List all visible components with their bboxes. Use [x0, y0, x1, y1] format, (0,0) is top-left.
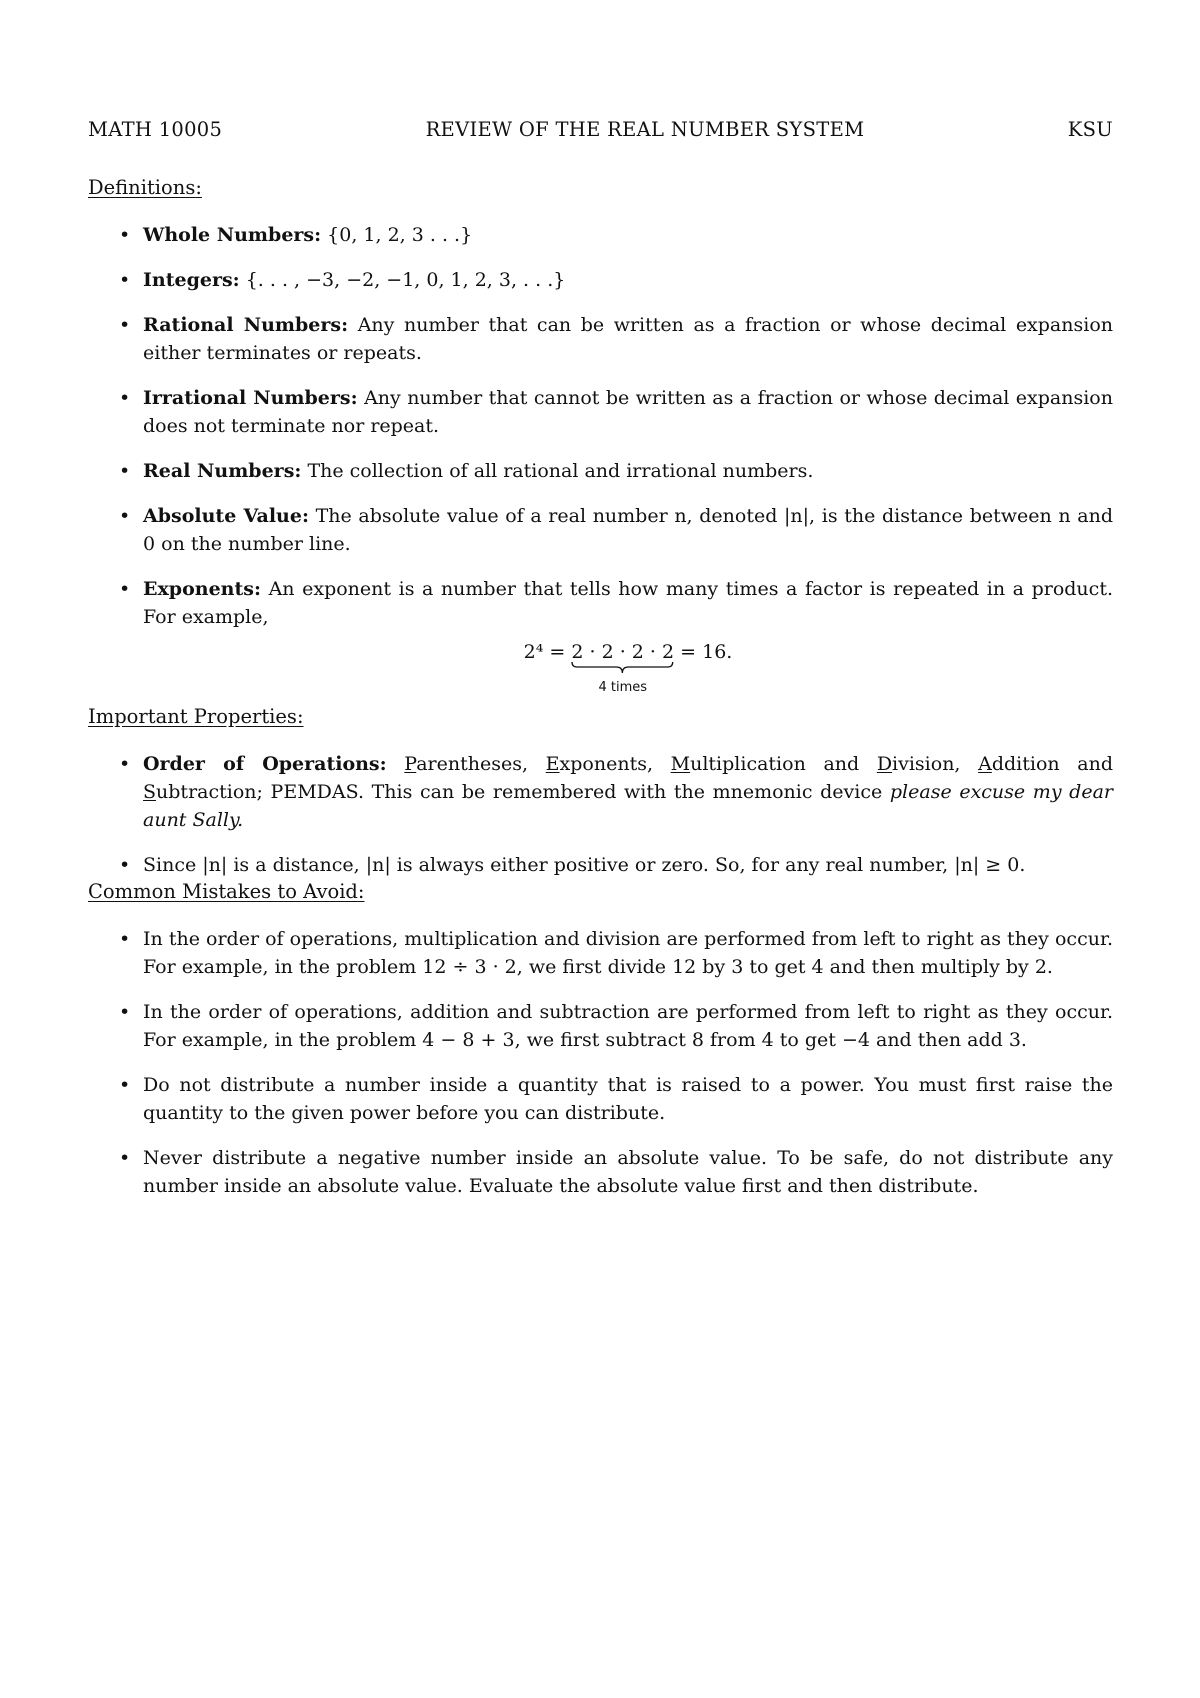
property-text: Since |n| is a distance, |n| is always either positive or zero. So, for any real number, |n| ≥ 0. [143, 854, 1026, 876]
term-label: Integers: [143, 269, 240, 291]
term-text: Any number that cannot be written as a fraction or whose decimal expansion does not terminate nor repeat. [143, 387, 1113, 437]
term-label: Absolute Value: [143, 505, 309, 527]
term-label: Whole Numbers: [143, 224, 322, 246]
formula-product: 2 · 2 · 2 · 2 [571, 641, 675, 663]
formula-lhs: 2⁴ = [523, 641, 572, 663]
term-text: {0, 1, 2, 3 . . .} [327, 224, 473, 246]
term-label: Rational Numbers: [143, 314, 349, 336]
list-item: • In the order of operations, multiplication and division are performed from left to right as they occur. For example, in the problem 12 ÷ 3 · 2, we first divide 12 by 3 to get 4 and then multiply by 2. [88, 925, 1113, 981]
def-integers [88, 266, 1113, 294]
exponent-formula [143, 639, 1113, 695]
term-label: Irrational Numbers: [143, 387, 358, 409]
definitions-section [88, 176, 1114, 695]
definitions-list [88, 221, 1114, 695]
term-label: Order of Operations: [143, 753, 387, 775]
term-text: {. . . , −3, −2, −1, 0, 1, 2, 3, . . .} [245, 269, 566, 291]
prop-absolute-nonnegative [88, 851, 1113, 879]
definitions-heading: Definitions: [88, 176, 202, 199]
term-text: The absolute value of a real number n, denoted |n|, is the distance between n and 0 on the number line. [143, 505, 1113, 555]
list-item: • In the order of operations, addition and subtraction are performed from left to right as they occur. For example, in the problem 4 − 8 + 3, we first subtract 8 from 4 to get −4 and then add 3. [88, 998, 1113, 1054]
def-rational-numbers [88, 311, 1113, 367]
term-text: The collection of all rational and irrational numbers. [307, 460, 814, 482]
term-text: An exponent is a number that tells how many times a factor is repeated in a product. For example, [143, 578, 1113, 628]
mistakes-section [88, 880, 1113, 1217]
def-absolute-value [88, 502, 1113, 558]
school-name: KSU [1067, 118, 1113, 141]
properties-list [88, 750, 1113, 879]
page-header [88, 118, 1113, 141]
def-exponents [88, 575, 1113, 695]
properties-section [88, 705, 1113, 896]
properties-heading: Important Properties: [88, 705, 304, 728]
mistakes-list [88, 925, 1113, 1200]
prop-order-of-operations: • Order of Operations: Parentheses, Exponents, Multiplication and Division, Addition and Subtraction; PEMDAS. This can be remembered with the mnemonic device please excuse my dear aunt Sally. [88, 750, 1113, 834]
formula-rhs: = 16. [674, 641, 733, 663]
underbrace-icon [571, 661, 674, 675]
mnemonic-text: please excuse my dear aunt Sally. [143, 781, 1113, 831]
brace-label: 4 times [598, 680, 648, 695]
term-label: Real Numbers: [143, 460, 302, 482]
mistakes-heading: Common Mistakes to Avoid: [88, 880, 365, 903]
page-title: REVIEW OF THE REAL NUMBER SYSTEM [425, 118, 865, 141]
term-label: Exponents: [143, 578, 261, 600]
def-whole-numbers [88, 221, 1113, 249]
formula-braced-group [571, 639, 675, 695]
term-text: Any number that can be written as a fraction or whose decimal expansion either terminates or repeats. [143, 314, 1114, 364]
def-irrational-numbers [88, 384, 1113, 440]
course-code: MATH 10005 [88, 118, 223, 141]
list-item: • Do not distribute a number inside a quantity that is raised to a power. You must first raise the quantity to the given power before you can distribute. [88, 1071, 1113, 1127]
def-real-numbers [88, 457, 1113, 485]
list-item: • Never distribute a negative number inside an absolute value. To be safe, do not distribute any number inside an absolute value. Evaluate the absolute value first and then distribute. [88, 1144, 1113, 1200]
